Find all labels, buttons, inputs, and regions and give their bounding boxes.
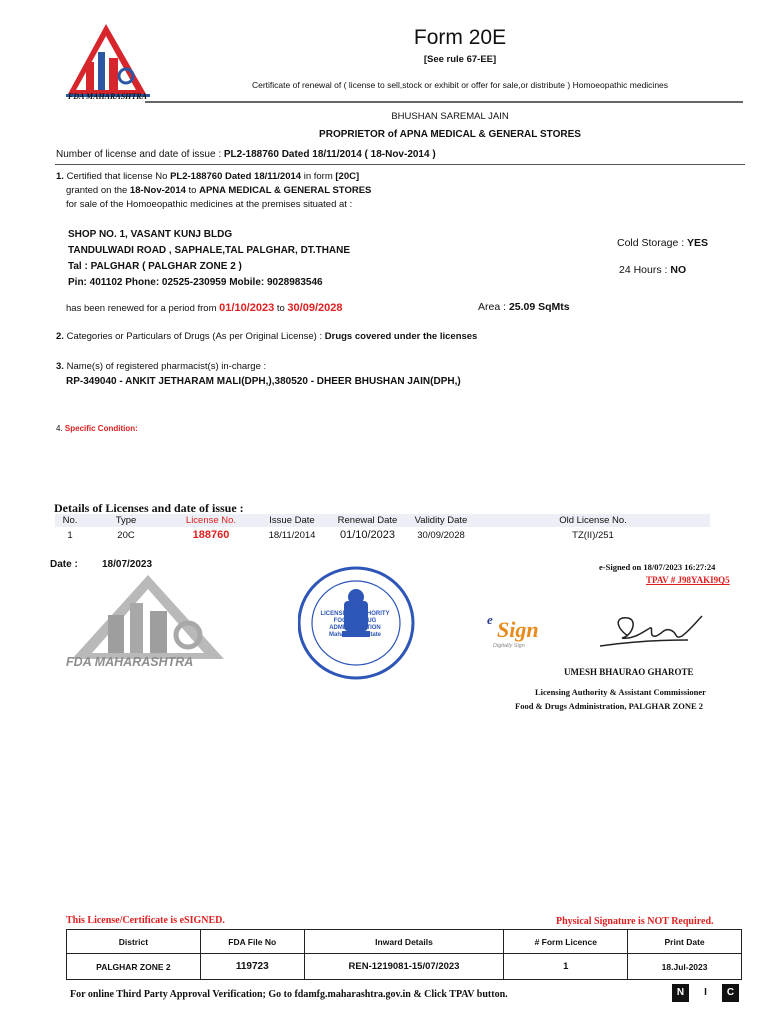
footer-inward: REN-1219081-15/07/2023 <box>304 954 504 980</box>
footer-file-no: 119723 <box>200 954 304 980</box>
fda-seal <box>298 565 432 681</box>
cold-storage-label: Cold Storage : <box>617 237 688 249</box>
holder-name: BHUSHAN SAREMAL JAIN <box>391 111 509 122</box>
officer-name: UMESH BHAURAO GHAROTE <box>564 667 694 677</box>
cell-validity-date: 30/09/2028 <box>417 529 465 541</box>
footer-header-file-no: FDA File No <box>200 930 304 954</box>
esigned-note: This License/Certificate is eSIGNED. <box>66 915 225 926</box>
hours-24 <box>619 264 686 276</box>
tpav-link[interactable]: TPAV # J98YAKI9Q5 <box>646 575 730 585</box>
section-4-number: 4. <box>56 424 63 433</box>
header-no: No. <box>62 515 78 526</box>
esigned-timestamp: e-Signed on 18/07/2023 16:27:24 <box>599 562 716 572</box>
header-license-no: License No. <box>185 515 237 526</box>
form-title: Form 20E <box>413 26 507 49</box>
address-line-4: Pin: 401102 Phone: 02525-230959 Mobile: 9028983546 <box>68 277 323 288</box>
badge-n: N <box>672 984 689 1002</box>
header-type: Type <box>115 515 137 526</box>
granted-to: to <box>185 185 200 196</box>
license-divider <box>55 164 745 165</box>
hours-label: 24 Hours : <box>619 264 671 276</box>
area-label: Area : <box>478 301 509 313</box>
details-title: Details of Licenses and date of issue : <box>54 501 244 515</box>
area <box>478 301 570 313</box>
header-issue-date: Issue Date <box>269 515 315 526</box>
footer-district: PALGHAR ZONE 2 <box>67 954 201 980</box>
license-details-table <box>55 514 710 543</box>
address-line-2: TANDULWADI ROAD , SAPHALE,TAL PALGHAR, DT.THANE <box>68 245 351 256</box>
granted-store: APNA MEDICAL & GENERAL STORES <box>199 185 372 196</box>
license-label: Number of license and date of issue : <box>56 149 224 160</box>
physical-signature-note: Physical Signature is NOT Required. <box>556 916 714 927</box>
section-1-number: 1. <box>56 171 64 182</box>
footer-form-licence: 1 <box>504 954 628 980</box>
renewal-from: 01/10/2023 <box>219 302 275 314</box>
section-1-text-c: in form <box>301 171 336 182</box>
section-3 <box>56 360 266 374</box>
watermark-caption: FDA MAHARASHTRA <box>66 655 194 669</box>
area-value: 25.09 SqMts <box>508 301 570 313</box>
section-2-value: Drugs covered under the licenses <box>324 331 478 342</box>
footer-header-form-licence: # Form Licence <box>504 930 628 954</box>
officer-title: Licensing Authority & Assistant Commissioner <box>535 687 706 697</box>
date-value: 18/07/2023 <box>102 559 153 570</box>
footer-header-inward: Inward Details <box>304 930 504 954</box>
table-row <box>67 954 742 980</box>
cell-renewal-date: 01/10/2023 <box>339 529 396 541</box>
header-validity-date: Validity Date <box>414 515 468 526</box>
esign-e: e <box>487 612 493 627</box>
cold-storage <box>617 237 708 249</box>
certificate-description: Certificate of renewal of ( license to sell,stock or exhibit or offer for sale,or distribute ) Homoeopathic medicines <box>251 80 669 90</box>
section-1-text-a: Certified that license No <box>63 171 171 182</box>
header-old-license: Old License No. <box>559 515 627 526</box>
cell-type: 20C <box>117 529 135 541</box>
logo-caption: FDA MAHARASHTRA <box>68 92 147 101</box>
officer-signature <box>598 606 708 654</box>
verification-text: For online Third Party Approval Verification; Go to fdamfg.maharashtra.gov.in & Click TPAV button. <box>70 989 508 1000</box>
officer-department: Food & Drugs Administration, PALGHAR ZONE 2 <box>515 701 704 711</box>
table-row <box>55 527 710 543</box>
renewal-to: 30/09/2028 <box>287 302 343 314</box>
granted-label: granted on the <box>66 185 130 196</box>
rule-reference: [See rule 67-EE] <box>423 54 497 65</box>
footer-print-date: 18.Jul-2023 <box>628 954 742 980</box>
footer-header-district: District <box>67 930 201 954</box>
section-1-line-1 <box>56 170 359 184</box>
license-value: PL2-188760 Dated 18/11/2014 ( 18-Nov-2014 ) <box>223 149 436 160</box>
section-1-line-2 <box>66 184 371 198</box>
section-1-form: [20C] <box>335 171 360 182</box>
cell-license-no: 188760 <box>192 529 230 541</box>
renewal-to-word: to <box>274 303 288 314</box>
cell-issue-date: 18/11/2014 <box>268 529 316 541</box>
pharmacists: RP-349040 - ANKIT JETHARAM MALI(DPH,),380520 - DHEER BHUSHAN JAIN(DPH,) <box>66 376 461 387</box>
esign-brand: Sign <box>497 617 539 642</box>
footer-table <box>66 929 742 980</box>
footer-header-row <box>67 930 742 954</box>
cell-old-license: TZ(II)/251 <box>572 529 614 541</box>
badge-i: I <box>697 984 714 1002</box>
section-1-line-3: for sale of the Homoeopathic medicines at the premises situated at : <box>66 199 353 210</box>
footer-header-print-date: Print Date <box>628 930 742 954</box>
badge-c: C <box>722 984 739 1002</box>
section-3-number: 3. <box>56 361 64 372</box>
section-2-label: Categories or Particulars of Drugs (As per Original License) : <box>63 331 325 342</box>
header-renewal-date: Renewal Date <box>337 515 398 526</box>
specific-condition-label: Specific Condition: <box>62 424 138 433</box>
cold-storage-value: YES <box>687 237 709 249</box>
header-divider <box>145 101 743 103</box>
section-2 <box>56 330 477 344</box>
section-4 <box>56 424 138 433</box>
details-header-row <box>55 514 710 527</box>
seal-text: LICENSING AUTHORITY FOOD & DRUG ADMINISTRATION Maharashtra State <box>320 611 390 638</box>
date-label: Date : <box>50 559 78 570</box>
esign-logo <box>487 612 567 652</box>
renewal-label: has been renewed for a period from <box>66 303 220 314</box>
esign-tagline: Digitally Sign <box>493 643 525 649</box>
section-2-number: 2. <box>56 331 64 342</box>
address-line-1: SHOP NO. 1, VASANT KUNJ BLDG <box>68 229 233 240</box>
license-number-line <box>56 149 656 160</box>
section-1-license: PL2-188760 Dated 18/11/2014 <box>170 171 302 182</box>
granted-date: 18-Nov-2014 <box>129 185 186 196</box>
hours-value: NO <box>670 264 687 276</box>
cell-no: 1 <box>67 529 73 541</box>
proprietor-line: PROPRIETOR of APNA MEDICAL & GENERAL STORES <box>319 129 581 140</box>
address-line-3: Tal : PALGHAR ( PALGHAR ZONE 2 ) <box>68 261 242 272</box>
renewal-period <box>66 301 342 316</box>
section-3-label: Name(s) of registered pharmacist(s) in-charge : <box>63 361 267 372</box>
